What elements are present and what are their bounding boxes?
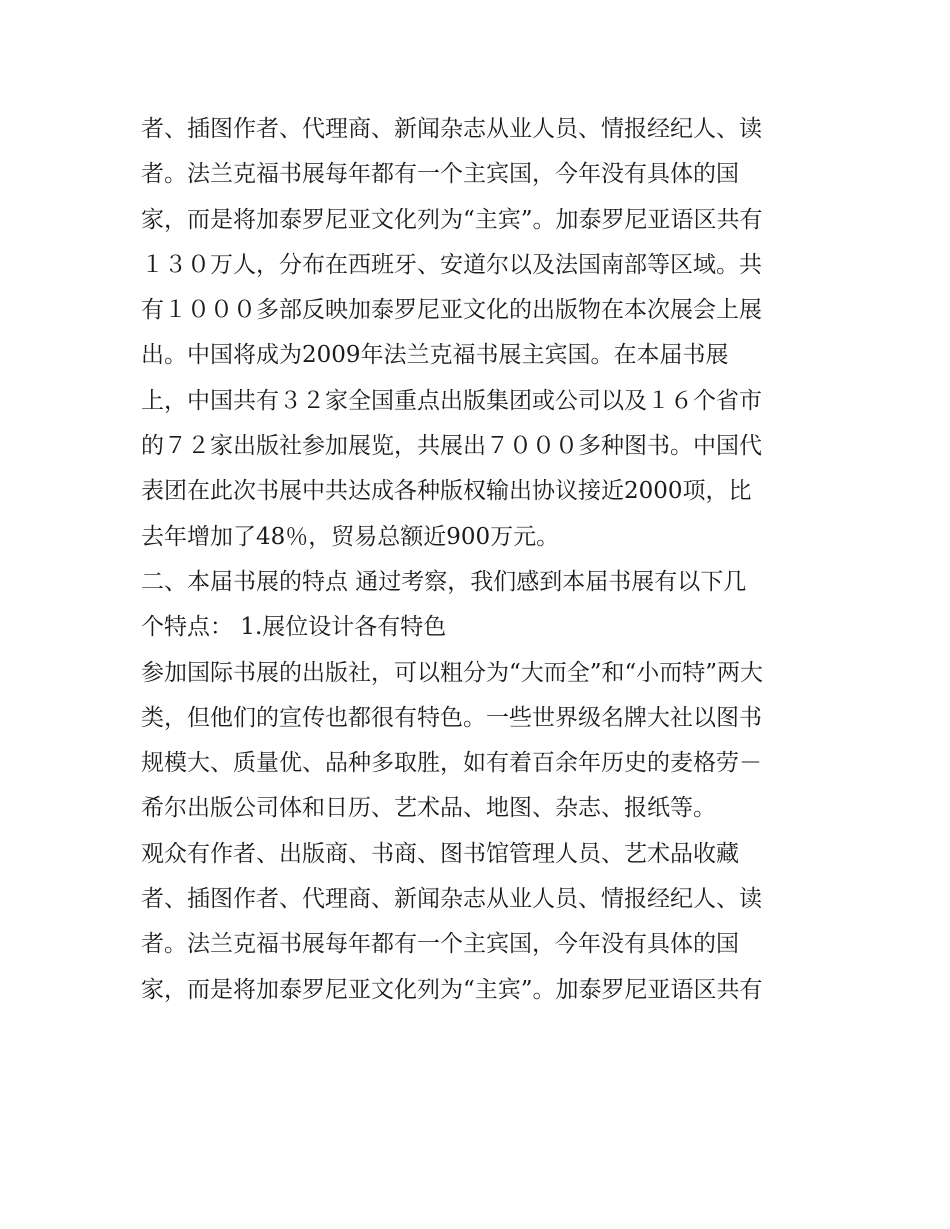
text-line: 者、插图作者、代理商、新闻杂志从业人员、情报经纪人、读 <box>141 116 762 142</box>
body-text <box>141 107 821 1013</box>
text-line: 观众有作者、出版商、书商、图书馆管理人员、艺术品收藏 <box>141 840 739 867</box>
text-line: 出。中国将成为2009年法兰克福书展主宾国。在本届书展 <box>141 342 729 369</box>
text-line: 上，中国共有３２家全国重点出版集团或公司以及１６个省市 <box>141 387 762 414</box>
text-line: １３０万人，分布在西班牙、安道尔以及法国南部等区域。共 <box>141 251 762 278</box>
text-line: 者。法兰克福书展每年都有一个主宾国，今年没有具体的国 <box>141 161 739 188</box>
text-line: 家，而是将加泰罗尼亚文化列为“主宾”。加泰罗尼亚语区共有 <box>141 206 763 233</box>
text-line: 类，但他们的宣传也都很有特色。一些世界级名牌大社以图书 <box>141 704 762 731</box>
text-line: 的７２家出版社参加展览，共展出７０００多种图书。中国代 <box>141 433 762 460</box>
text-line: 希尔出版公司体和日历、艺术品、地图、杂志、报纸等。 <box>141 795 716 822</box>
text-line: 家，而是将加泰罗尼亚文化列为“主宾”。加泰罗尼亚语区共有 <box>141 976 763 1003</box>
text-line: 规模大、质量优、品种多取胜，如有着百余年历史的麦格劳－ <box>141 750 762 777</box>
text-line: 去年增加了48％，贸易总额近900万元。 <box>141 523 560 550</box>
section-heading-line: 二、本届书展的特点 通过考察，我们感到本届书展有以下几 <box>141 568 747 595</box>
text-line: 参加国际书展的出版社，可以粗分为“大而全”和“小而特”两大 <box>141 659 764 686</box>
text-line: 表团在此次书展中共达成各种版权输出协议接近2000项，比 <box>141 478 752 505</box>
text-line: 有１０００多部反映加泰罗尼亚文化的出版物在本次展会上展 <box>141 297 762 324</box>
section-heading-line: 个特点： 1.展位设计各有特色 <box>141 614 447 641</box>
text-line: 者、插图作者、代理商、新闻杂志从业人员、情报经纪人、读 <box>141 886 762 913</box>
text-line: 者。法兰克福书展每年都有一个主宾国，今年没有具体的国 <box>141 931 739 958</box>
